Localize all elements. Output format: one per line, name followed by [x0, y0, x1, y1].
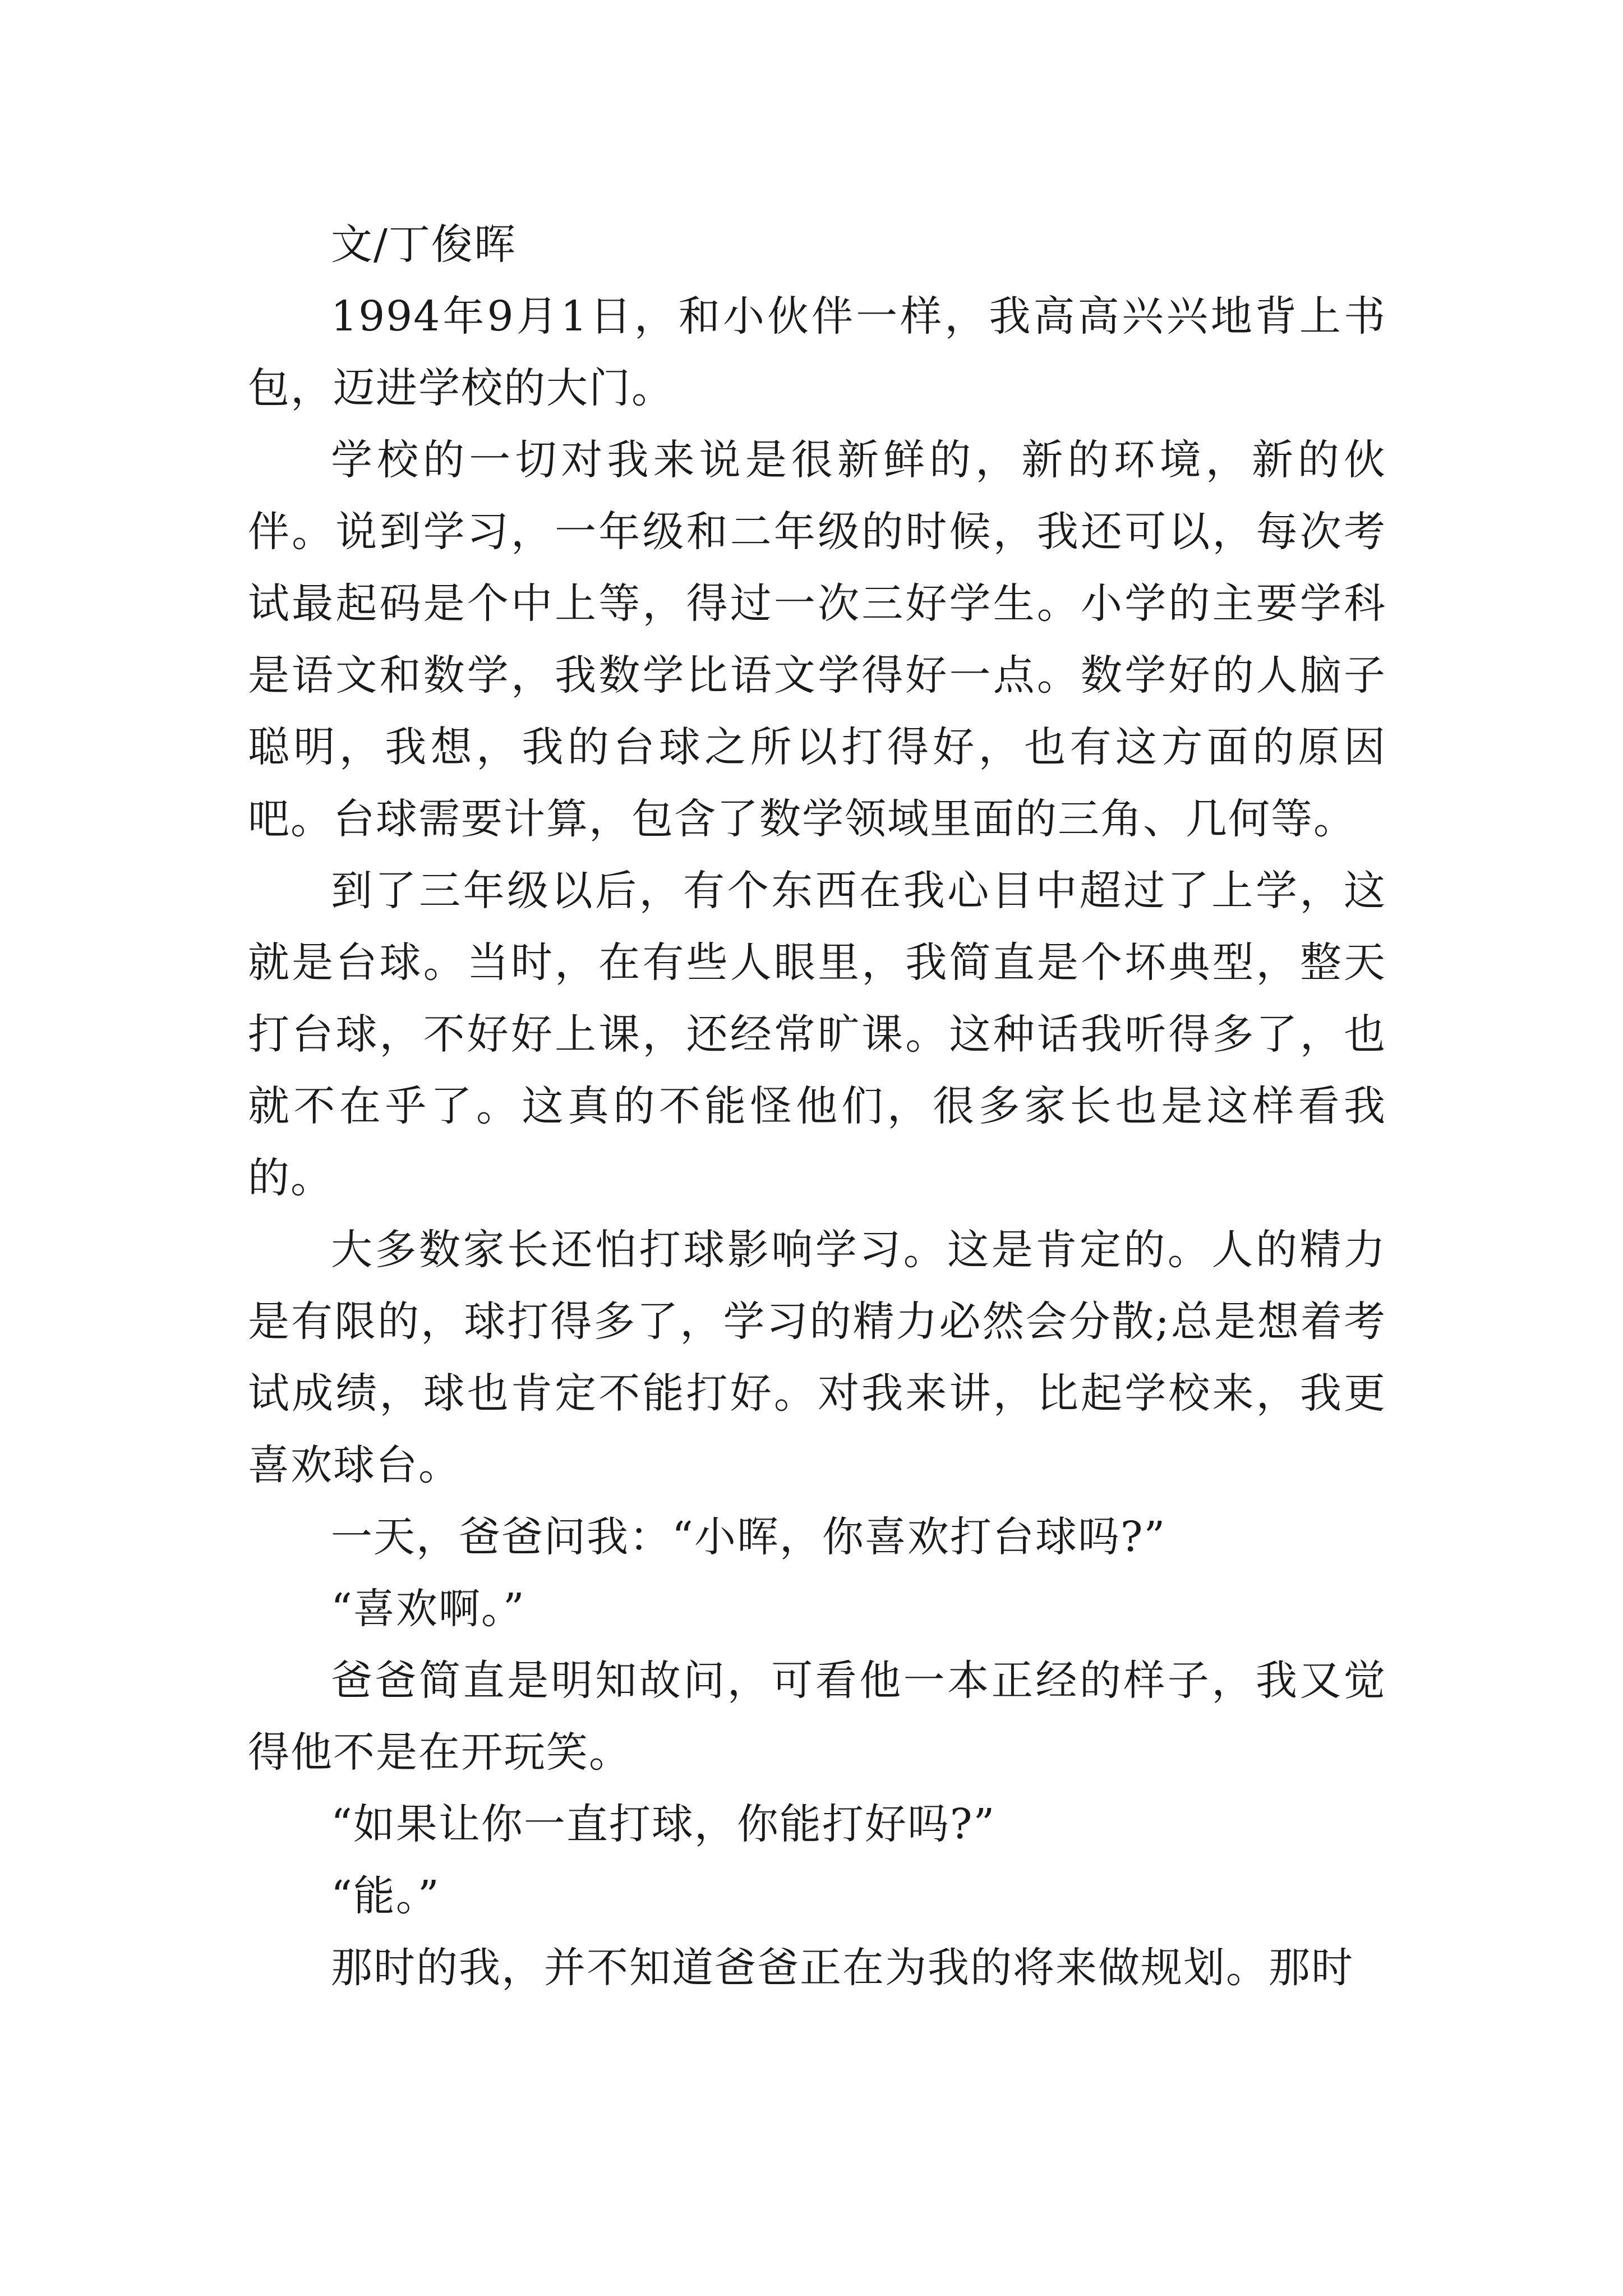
paragraph: 一天，爸爸问我：“小晖，你喜欢打台球吗?”: [331, 1513, 1166, 1561]
article-body: [248, 209, 1386, 2004]
paragraph: 到了三年级以后，有个东西在我心目中超过了上学，这就是台球。当时，在有些人眼里，我简直是个坏典型，整天打台球，不好好上课，还经常旷课。这种话我听得多了，也就不在乎了。这真的不能怪他们，很多家长也是这样看我的。: [248, 867, 1386, 1202]
byline: 文/丁俊晖: [331, 220, 517, 269]
paragraph: 学校的一切对我来说是很新鲜的，新的环境，新的伙伴。说到学习，一年级和二年级的时候，我还可以，每次考试最起码是个中上等，得过一次三好学生。小学的主要学科是语文和数学，我数学比语文学得好一点。数学好的人脑子聪明，我想，我的台球之所以打得好，也有这方面的原因吧。台球需要计算，包含了数学领域里面的三角、几何等。: [248, 436, 1386, 843]
paragraph: 大多数家长还怕打球影响学习。这是肯定的。人的精力是有限的，球打得多了，学习的精力必然会分散;总是想着考试成绩，球也肯定不能打好。对我来讲，比起学校来，我更喜欢球台。: [248, 1226, 1386, 1489]
paragraph: “如果让你一直打球，你能打好吗?”: [331, 1800, 996, 1848]
paragraph: “能。”: [331, 1872, 440, 1920]
paragraph: 那时的我，并不知道爸爸正在为我的将来做规划。那时: [331, 1944, 1354, 1992]
paragraph: “喜欢啊。”: [331, 1585, 525, 1633]
paragraph: 爸爸简直是明知故问，可看他一本正经的样子，我又觉得他不是在开玩笑。: [248, 1657, 1386, 1777]
paragraph: 1994年9月1日，和小伙伴一样，我高高兴兴地背上书包，迈进学校的大门。: [248, 292, 1386, 412]
